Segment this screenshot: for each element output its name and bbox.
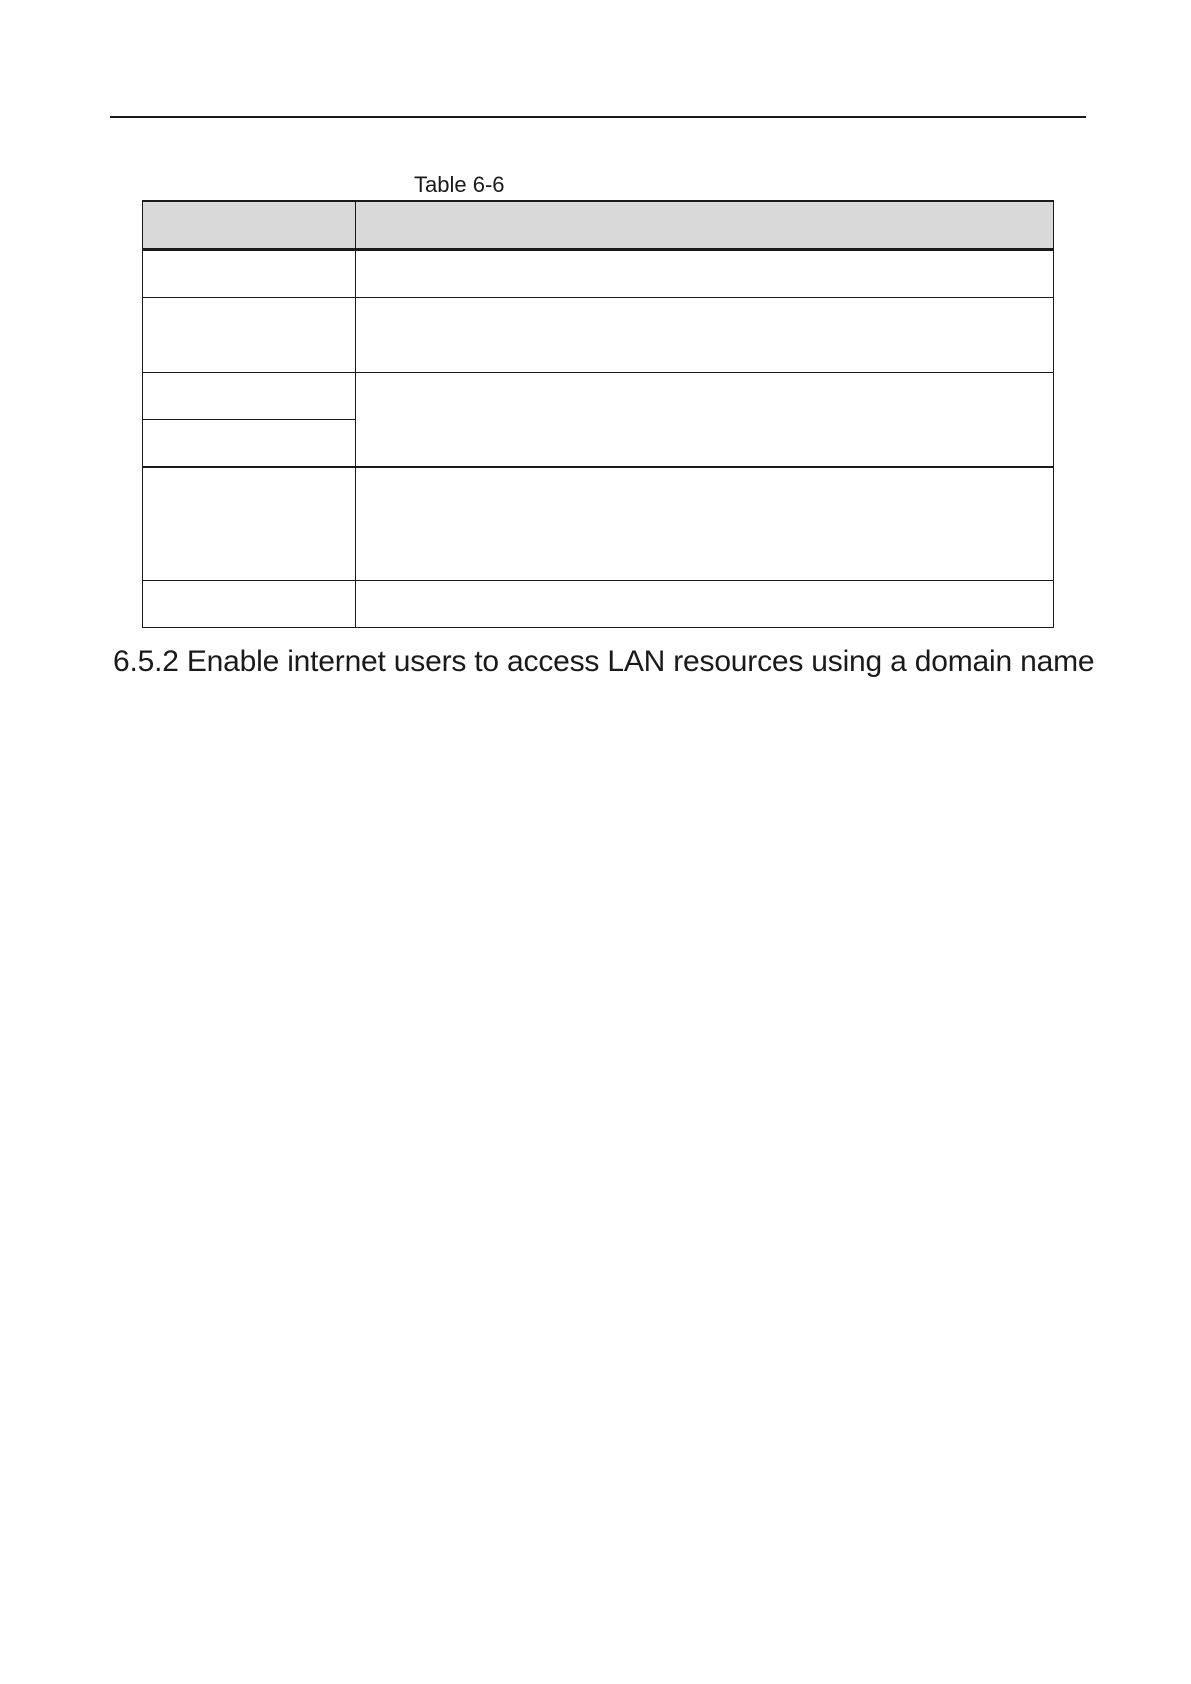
table-cell <box>143 467 356 581</box>
table-cell <box>143 581 356 628</box>
parameter-table <box>142 200 1054 628</box>
table-cell <box>356 298 1054 373</box>
table-cell <box>356 250 1054 298</box>
table-header-cell <box>143 201 356 250</box>
table-row <box>143 250 1054 298</box>
section-heading: 6.5.2 Enable internet users to access LAN resources using a domain name <box>113 645 1095 678</box>
table-cell <box>356 467 1054 581</box>
table-cell-merged <box>356 373 1054 468</box>
table-row <box>143 298 1054 373</box>
table-caption: Table 6-6 <box>414 172 505 197</box>
table-cell <box>143 250 356 298</box>
table-cell <box>143 298 356 373</box>
header-rule <box>110 116 1086 118</box>
table-row <box>143 581 1054 628</box>
table-cell <box>143 373 356 420</box>
table-row <box>143 373 1054 420</box>
table-cell <box>143 420 356 468</box>
table-row <box>143 467 1054 581</box>
table-cell <box>356 581 1054 628</box>
table-header-cell <box>356 201 1054 250</box>
table-header-row <box>143 201 1054 250</box>
